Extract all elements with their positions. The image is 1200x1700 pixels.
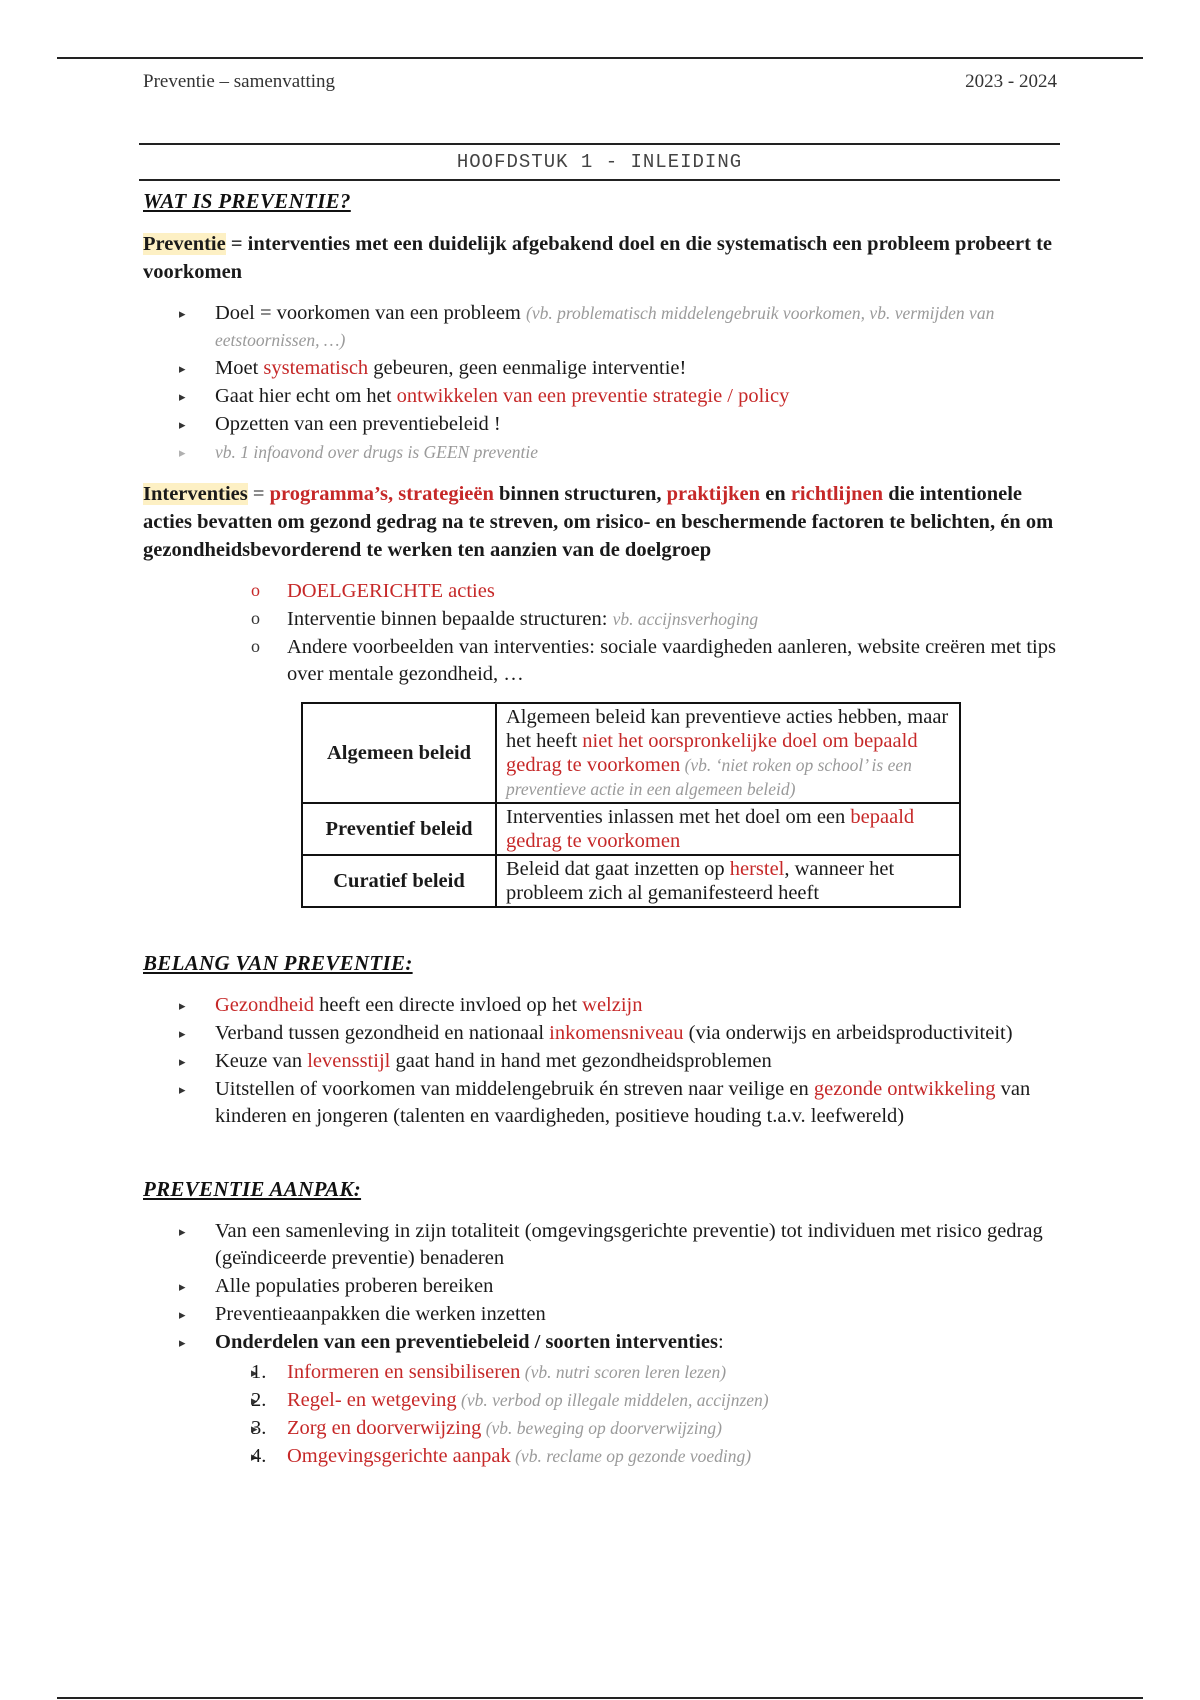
item-emphasis: Omgevingsgerichte aanpak [287, 1445, 511, 1467]
section-title-belang-van-preventie: BELANG VAN PREVENTIE: [143, 951, 413, 975]
list-item [287, 634, 1058, 688]
bullet-text: gebeuren, geen eenmalige interventie! [368, 357, 687, 379]
bullet-text: Doel = voorkomen van een probleem [215, 302, 526, 324]
definition-text: die intentionele acties bevatten om gezond gedrag na te streven, om risico- en beschermende factoren te belichten, én om gezondheidsbevorderend te werken ten aanzien van de doelgroep [143, 483, 1054, 561]
bullet-emphasis: gezonde ontwikkeling [813, 1078, 996, 1100]
item-number: ▸ 1. [251, 1361, 267, 1383]
bullet-text: Verband tussen gezondheid en nationaal [215, 1022, 550, 1044]
bullet-note: (vb. problematisch middelengebruik voorkomen, vb. vermijden van eetstoornissen, …) [215, 303, 995, 350]
cell-emphasis: herstel [729, 858, 785, 880]
list-item [215, 992, 1058, 1019]
list-item [215, 355, 1058, 382]
page-top-rule [57, 57, 1143, 59]
belang-bullet-list [143, 992, 1058, 1130]
bullet-emphasis: levensstijl [307, 1050, 391, 1072]
bullet-emphasis: welzijn [582, 994, 643, 1016]
cell-text: , wanneer het probleem zich al gemanifesteerd heeft [506, 858, 895, 904]
item-emphasis: Informeren en sensibiliseren [287, 1361, 521, 1383]
interventie-soorten-list [215, 1359, 1058, 1470]
cell-text: Algemeen beleid kan preventieve acties hebben, maar het heeft [506, 706, 949, 752]
term-preventie: Preventie [143, 233, 226, 255]
interventies-sub-list [143, 578, 1058, 688]
item-note: (vb. nutri scoren leren lezen) [520, 1362, 727, 1382]
bullet-text: : [717, 1331, 724, 1353]
definition-emphasis: programma’s, strategieën [269, 483, 494, 505]
cell-text: Interventies inlassen met het doel om een [506, 806, 851, 828]
document-body [143, 188, 1058, 1484]
cell-text: Beleid dat gaat inzetten op [506, 858, 730, 880]
item-note: (vb. verbod op illegale middelen, accijnzen) [456, 1390, 769, 1410]
chapter-heading: HOOFDSTUK 1 - INLEIDING [139, 143, 1060, 181]
item-note: (vb. beweging op doorverwijzing) [481, 1418, 722, 1438]
list-item [215, 411, 1058, 438]
cell-note: (vb. ‘niet roken op school’ is een preventieve actie in een algemeen beleid) [506, 755, 912, 799]
item-number: ▸ 4. [251, 1445, 267, 1467]
preventie-bullet-list [143, 300, 1058, 466]
definition-text: en [760, 483, 791, 505]
bullet-text: Keuze van [215, 1050, 308, 1072]
list-item [215, 300, 1058, 354]
section-title-preventie-aanpak: PREVENTIE AANPAK: [143, 1177, 362, 1201]
list-item [287, 578, 1058, 605]
bullet-text: Preventieaanpakken die werken inzetten [215, 1303, 546, 1325]
definition-preventie [143, 230, 1058, 286]
list-item [215, 1020, 1058, 1047]
list-item [215, 1329, 1058, 1470]
item-number: ▸ 2. [251, 1389, 267, 1411]
list-item [215, 383, 1058, 410]
section-title-wat-is-preventie: WAT IS PREVENTIE? [143, 189, 351, 213]
bullet-text: heeft een directe invloed op het [314, 994, 583, 1016]
list-item [251, 1443, 1058, 1470]
definition-emphasis: praktijken [666, 483, 761, 505]
row-description [496, 703, 960, 803]
bullet-text: Alle populaties proberen bereiken [215, 1275, 494, 1297]
table-row [302, 803, 960, 855]
bullet-text: Moet [215, 357, 264, 379]
bullet-text-bold: Onderdelen van een preventiebeleid / soorten interventies [215, 1331, 718, 1353]
cell-emphasis: niet het oorspronkelijke doel om bepaald gedrag te voorkomen [506, 730, 918, 776]
sub-item-note: vb. accijnsverhoging [612, 609, 759, 629]
term-interventies: Interventies [143, 483, 248, 505]
item-note: (vb. reclame op gezonde voeding) [510, 1446, 752, 1466]
document-header-title: Preventie – samenvatting [143, 71, 336, 92]
table-row [302, 855, 960, 907]
list-item [215, 1048, 1058, 1075]
row-description [496, 855, 960, 907]
item-emphasis: Regel- en wetgeving [287, 1389, 457, 1411]
definition-text: binnen structuren, [493, 483, 667, 505]
sub-item-text: Interventie binnen bepaalde structuren: [287, 608, 613, 630]
sub-item-text: Andere voorbeelden van interventies: sociale vaardigheden aanleren, website creëren met tips over mentale gezondheid, … [287, 636, 1056, 685]
definition-emphasis: richtlijnen [790, 483, 884, 505]
bullet-note: vb. 1 infoavond over drugs is GEEN preventie [215, 442, 539, 462]
list-item [251, 1415, 1058, 1442]
bullet-emphasis: ontwikkelen van een preventie strategie / policy [396, 385, 790, 407]
document-header-year: 2023 - 2024 [965, 71, 1057, 92]
bullet-text: Gaat hier echt om het [215, 385, 397, 407]
list-item [215, 1273, 1058, 1300]
bullet-text: Van een samenleving in zijn totaliteit (omgevingsgerichte preventie) tot individuen met risico gedrag (geïndiceerde preventie) benaderen [215, 1220, 1043, 1269]
row-label-algemeen-beleid: Algemeen beleid [302, 703, 496, 803]
bullet-text: Opzetten van een preventiebeleid ! [215, 413, 501, 435]
row-label-curatief-beleid: Curatief beleid [302, 855, 496, 907]
item-number: ▸ 3. [251, 1417, 267, 1439]
list-item [251, 1387, 1058, 1414]
bullet-text: gaat hand in hand met gezondheidsproblemen [390, 1050, 772, 1072]
table-row [302, 703, 960, 803]
bullet-text: (via onderwijs en arbeidsproductiviteit) [683, 1022, 1013, 1044]
beleid-table [301, 702, 961, 908]
bullet-emphasis: inkomensniveau [549, 1022, 684, 1044]
bullet-text: Uitstellen of voorkomen van middelengebruik én streven naar veilige en [215, 1078, 814, 1100]
definition-preventie-text: = interventies met een duidelijk afgebakend doel en die systematisch een probleem probeert te voorkomen [143, 233, 1053, 283]
aanpak-bullet-list [143, 1218, 1058, 1470]
row-description [496, 803, 960, 855]
list-item [215, 1301, 1058, 1328]
bullet-emphasis: Gezondheid [215, 994, 315, 1016]
list-item [215, 1076, 1058, 1130]
list-item [287, 606, 1058, 633]
page-bottom-rule [57, 1697, 1143, 1699]
sub-item-emphasis: DOELGERICHTE acties [287, 580, 495, 602]
item-emphasis: Zorg en doorverwijzing [287, 1417, 482, 1439]
bullet-emphasis: systematisch [263, 357, 369, 379]
bullet-text: van kinderen en jongeren (talenten en vaardigheden, positieve houding t.a.v. leefwereld) [215, 1078, 1031, 1127]
list-item [215, 1218, 1058, 1272]
definition-interventies [143, 480, 1058, 564]
cell-emphasis: bepaald gedrag te voorkomen [506, 806, 915, 852]
list-item [251, 1359, 1058, 1386]
equals-sign: = [247, 483, 270, 505]
list-item [215, 439, 1058, 466]
row-label-preventief-beleid: Preventief beleid [302, 803, 496, 855]
